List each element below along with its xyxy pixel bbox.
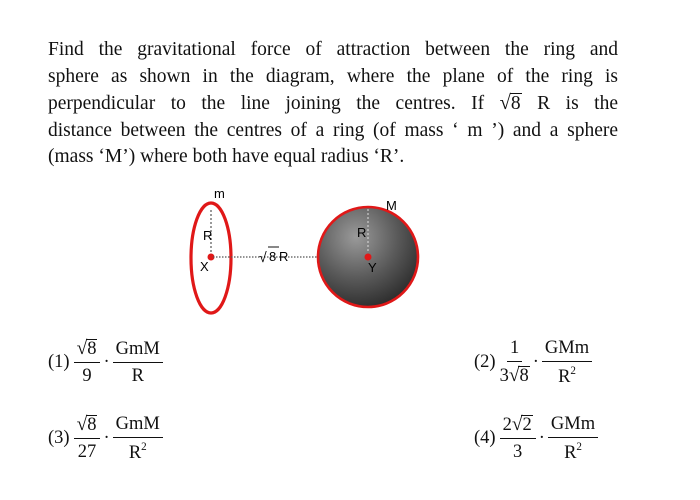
option-physics-term	[113, 339, 163, 387]
radicand: 8	[87, 339, 97, 359]
multiplication-dot: ·	[103, 428, 110, 449]
radicand: 8	[87, 415, 97, 436]
term-exponent: 2	[570, 365, 576, 377]
coefficient-denominator: 9	[82, 366, 92, 386]
option-coefficient	[74, 338, 101, 387]
term-numerator: GMm	[542, 338, 592, 362]
multiplication-dot: ·	[532, 352, 539, 373]
question-line-1: Find the gravitational force of attraction between the ring and	[48, 39, 618, 60]
coefficient-numerator: 1	[507, 338, 522, 362]
option-1[interactable]	[48, 338, 163, 387]
option-coefficient	[74, 414, 101, 463]
option-number: (3)	[48, 428, 70, 449]
term-denominator-base: R	[564, 442, 577, 463]
option-coefficient	[500, 338, 530, 387]
term-denominator	[558, 362, 576, 388]
term-denominator	[132, 363, 144, 387]
option-4[interactable]	[474, 414, 598, 464]
term-denominator-base: R	[131, 365, 144, 386]
option-physics-term	[542, 338, 592, 388]
option-coefficient	[500, 414, 536, 463]
sqrt-radicand: 8	[510, 93, 521, 114]
question-line-3	[48, 90, 618, 118]
coefficient-multiplier: 3	[499, 366, 509, 387]
coefficient-numerator	[74, 338, 101, 363]
term-exponent: 2	[576, 441, 582, 453]
option-number: (4)	[474, 428, 496, 449]
option-number: (1)	[48, 352, 70, 372]
question-line-5: (mass ‘M’) where both have equal radius ‘R’.	[48, 146, 405, 167]
distance-root: 8	[269, 249, 277, 264]
option-2[interactable]	[474, 338, 592, 388]
distance-radical-sign: √	[259, 249, 267, 265]
term-numerator: GMm	[548, 414, 598, 438]
radical-sign: √	[511, 414, 523, 436]
term-numerator: GmM	[113, 414, 163, 438]
ring-sphere-diagram	[180, 185, 440, 320]
coefficient-denominator	[500, 362, 530, 387]
term-denominator-base: R	[128, 442, 142, 463]
ring-mass-label: m	[214, 186, 225, 201]
ring-radius-label: R	[203, 228, 213, 243]
question-line-3-end: R is the	[537, 93, 619, 114]
radical-sign: √	[508, 365, 520, 387]
coefficient-multiplier: 2	[502, 415, 512, 436]
term-denominator	[564, 438, 582, 464]
sphere-radius-label: R	[357, 225, 367, 240]
radical-sign: √	[76, 414, 88, 436]
option-physics-term	[113, 414, 163, 464]
coefficient-numerator	[500, 414, 536, 439]
question-text	[48, 37, 618, 171]
sphere-mass-label: M	[386, 198, 397, 213]
question-line-4: distance between the centres of a ring (of mass ‘ m ’) and a sphere	[48, 119, 618, 141]
radical-sign: √	[499, 92, 511, 114]
coefficient-numerator	[74, 414, 101, 439]
multiplication-dot: ·	[103, 352, 110, 372]
sphere-center-label: Y	[368, 260, 377, 275]
distance-unit: R	[279, 249, 289, 264]
coefficient-denominator: 3	[513, 442, 523, 463]
radicand: 2	[522, 415, 532, 436]
distance-label	[259, 247, 288, 265]
question-line-3-start: perpendicular to the line joining the centres. If	[48, 93, 485, 114]
term-numerator: GmM	[113, 339, 163, 363]
multiplication-dot: ·	[538, 428, 545, 449]
term-exponent: 2	[141, 441, 147, 453]
term-denominator	[129, 438, 147, 464]
option-3[interactable]	[48, 414, 163, 464]
ring-center-label: X	[200, 259, 209, 274]
question-line-2: sphere as shown in the diagram, where the plane of the ring is	[48, 65, 618, 87]
coefficient-denominator: 27	[77, 442, 97, 463]
option-number: (2)	[474, 352, 496, 373]
sqrt-expression	[500, 93, 522, 114]
option-physics-term	[548, 414, 598, 464]
term-denominator-base: R	[558, 366, 571, 387]
radical-sign: √	[76, 338, 88, 359]
radicand: 8	[519, 366, 529, 387]
